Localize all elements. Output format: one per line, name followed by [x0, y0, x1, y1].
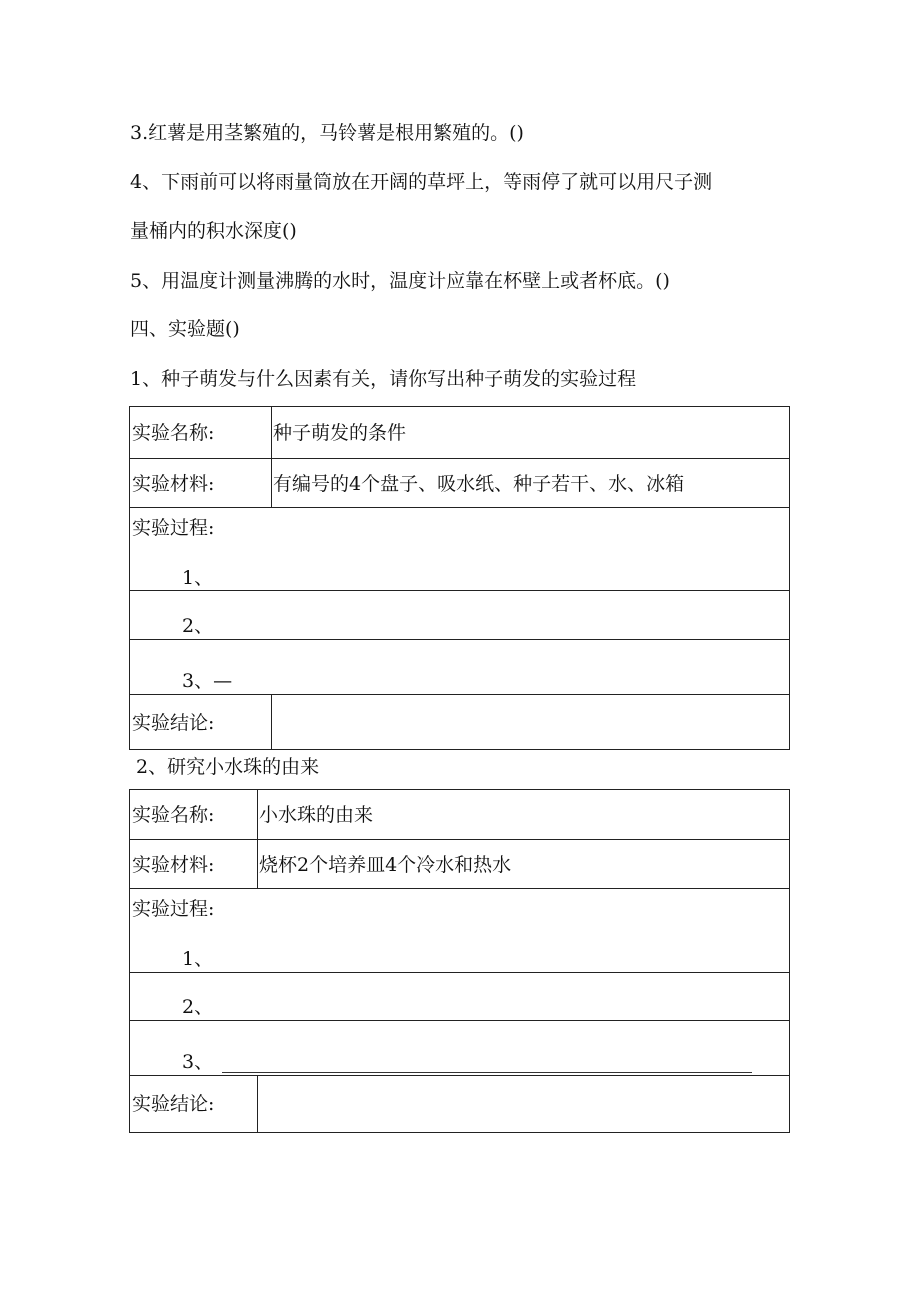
conclusion-label: 实验结论: [132, 1093, 215, 1115]
process-step-2: 2、 [182, 996, 214, 1018]
process-step-1: 1、 [182, 948, 214, 970]
experiment-2-table [129, 789, 790, 1133]
process-label: 实验过程: [132, 898, 215, 920]
question-4-line-2: 量桶内的积水深度() [130, 220, 297, 242]
column-divider [271, 459, 272, 508]
table-row-process [130, 507, 789, 591]
table-row-step-3 [130, 639, 789, 695]
question-3: 3.红薯是用茎繁殖的，马铃薯是根用繁殖的。() [130, 122, 524, 144]
process-step-3: 3、 [182, 1051, 214, 1073]
column-divider [257, 840, 258, 889]
experiment-2-prompt: 2、研究小水珠的由来 [136, 756, 320, 778]
materials-value: 烧杯2个培养皿4个冷水和热水 [259, 854, 512, 876]
process-step-1: 1、 [182, 567, 214, 589]
name-label: 实验名称: [132, 422, 215, 444]
table-row-step-2 [130, 590, 789, 640]
process-label: 实验过程: [132, 517, 215, 539]
table-row-name [130, 407, 789, 458]
column-divider [271, 695, 272, 750]
column-divider [257, 790, 258, 839]
section-title: 四、实验题() [130, 318, 240, 340]
process-step-3: 3、— [182, 670, 233, 692]
table-row-step-3 [130, 1020, 789, 1076]
table-row-process [130, 888, 789, 973]
answer-blank-line [222, 1072, 752, 1073]
materials-label: 实验材料: [132, 473, 215, 495]
table-row-materials [130, 839, 789, 889]
table-row-name [130, 790, 789, 839]
name-value: 种子萌发的条件 [273, 422, 407, 444]
materials-value: 有编号的4个盘子、吸水纸、种子若干、水、冰箱 [273, 473, 685, 495]
column-divider [257, 1076, 258, 1133]
table-row-step-2 [130, 972, 789, 1021]
name-value: 小水珠的由来 [259, 804, 374, 826]
table-row-conclusion [130, 694, 789, 750]
name-label: 实验名称: [132, 804, 215, 826]
table-row-materials [130, 458, 789, 508]
experiment-1-prompt: 1、种子萌发与什么因素有关，请你写出种子萌发的实验过程 [130, 368, 637, 390]
table-row-conclusion [130, 1075, 789, 1133]
conclusion-label: 实验结论: [132, 712, 215, 734]
column-divider [271, 407, 272, 458]
question-5: 5、用温度计测量沸腾的水时，温度计应靠在杯壁上或者杯底。() [130, 270, 670, 292]
materials-label: 实验材料: [132, 854, 215, 876]
question-4-line-1: 4、下雨前可以将雨量筒放在开阔的草坪上，等雨停了就可以用尺子测 [130, 171, 713, 193]
process-step-2: 2、 [182, 615, 214, 637]
experiment-1-table [129, 406, 790, 750]
